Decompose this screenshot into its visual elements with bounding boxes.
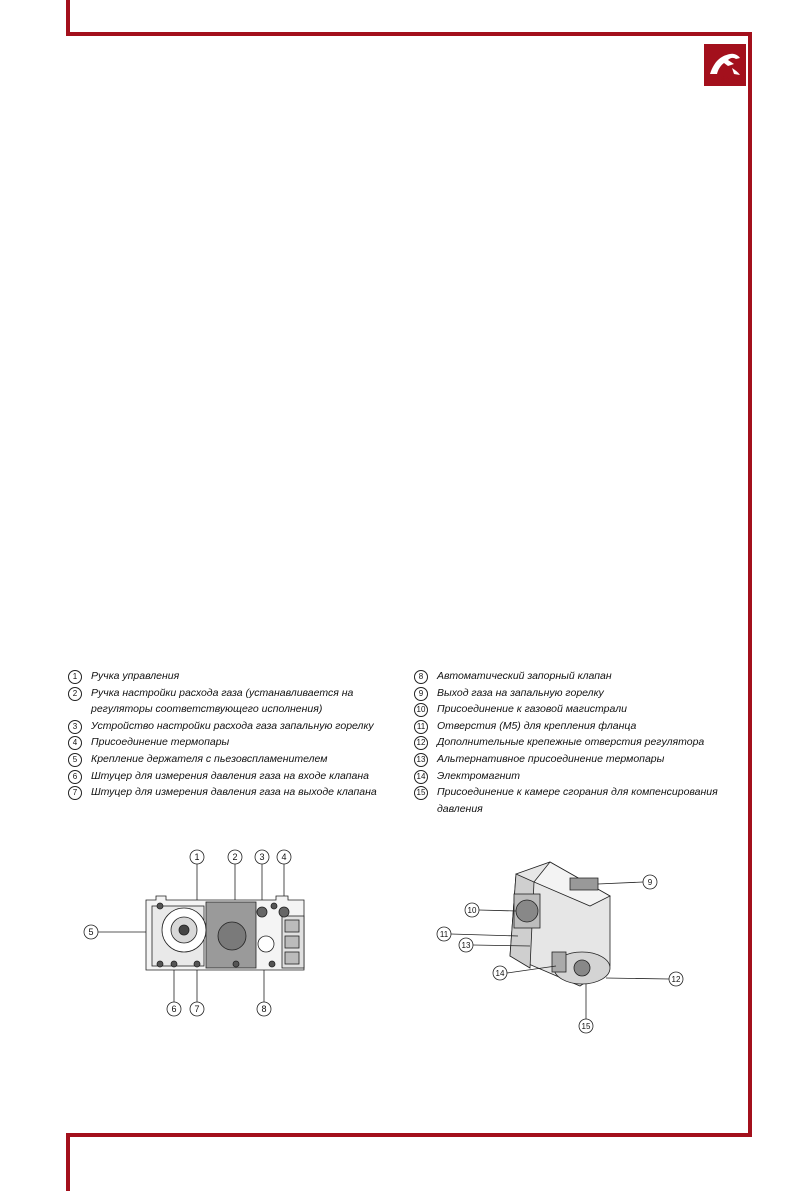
callout-14: 14: [495, 969, 505, 978]
callout-4: 4: [281, 852, 287, 862]
item-number: 7: [68, 786, 82, 800]
item-number: 1: [68, 670, 82, 684]
item-number: 3: [68, 720, 82, 734]
list-item: [68, 685, 378, 718]
callout-11: 11: [439, 930, 449, 939]
frame-bottom-rule: [66, 1133, 752, 1137]
item-text: Ручка настройки расхода газа (устанавливается на регуляторы соответствующего исполнения): [91, 686, 354, 716]
callout-5: 5: [88, 927, 94, 937]
list-item: [414, 685, 734, 702]
legend-right: [414, 668, 734, 817]
list-item: [414, 784, 734, 817]
item-number: 6: [68, 770, 82, 784]
item-text: Присоединение к камере сгорания для компенсирования давления: [437, 786, 718, 815]
frame-left-bottom-rule: [66, 1133, 70, 1191]
item-number: 15: [414, 786, 428, 800]
list-item: [68, 718, 378, 735]
list-item: [414, 734, 734, 751]
list-item: [68, 768, 378, 785]
list-item: [414, 668, 734, 685]
callout-15: 15: [581, 1022, 591, 1031]
item-number: 2: [68, 687, 82, 701]
item-number: 9: [414, 687, 428, 701]
item-text: Штуцер для измерения давления газа на выходе клапана: [91, 786, 377, 799]
callout-8: 8: [261, 1004, 267, 1014]
list-item: [414, 701, 734, 718]
legend-left: [68, 668, 378, 801]
list-item: [68, 784, 378, 801]
frame-right-rule: [748, 32, 752, 1137]
list-item: [414, 768, 734, 785]
item-text: Автоматический запорный клапан: [437, 670, 612, 682]
item-text: Ручка управления: [91, 670, 180, 682]
item-text: Альтернативное присоединение термопары: [437, 752, 665, 765]
item-text: Электромагнит: [437, 769, 521, 782]
list-item: [414, 718, 734, 735]
callout-2: 2: [232, 852, 238, 862]
frame-top-rule: [66, 32, 750, 36]
valve-perspective-figure: [430, 856, 700, 1036]
item-number: 12: [414, 736, 428, 750]
item-text: Присоединение термопары: [91, 736, 230, 749]
valve-top-view-figure: [76, 846, 346, 1021]
list-item: [68, 668, 378, 685]
callout-3: 3: [259, 852, 265, 862]
list-item: [68, 734, 378, 751]
list-item: [68, 751, 378, 768]
callout-7: 7: [194, 1004, 200, 1014]
callout-9: 9: [647, 878, 653, 887]
callout-12: 12: [671, 975, 681, 984]
callout-1: 1: [194, 852, 200, 862]
item-number: 14: [414, 770, 428, 784]
brand-logo-text: ЛЕМАКС: [709, 76, 741, 83]
item-number: 11: [414, 720, 428, 734]
list-item: [414, 751, 734, 768]
frame-left-top-rule: [66, 0, 70, 36]
callout-13: 13: [461, 941, 471, 950]
item-text: Выход газа на запальную горелку: [437, 686, 604, 699]
item-text: Крепление держателя с пьезовспламенителем: [91, 752, 328, 765]
item-text: Отверстия (М5) для крепления фланца: [437, 719, 637, 732]
item-text: Устройство настройки расхода газа запальную горелку: [91, 719, 374, 732]
callout-6: 6: [171, 1004, 177, 1014]
item-number: 10: [414, 703, 428, 717]
item-number: 5: [68, 753, 82, 767]
item-number: 4: [68, 736, 82, 750]
item-text: Дополнительные крепежные отверстия регулятора: [437, 736, 705, 749]
item-number: 13: [414, 753, 428, 767]
item-number: 8: [414, 670, 428, 684]
callout-10: 10: [467, 906, 477, 915]
item-text: Присоединение к газовой магистрали: [437, 703, 627, 716]
item-text: Штуцер для измерения давления газа на входе клапана: [91, 769, 369, 782]
